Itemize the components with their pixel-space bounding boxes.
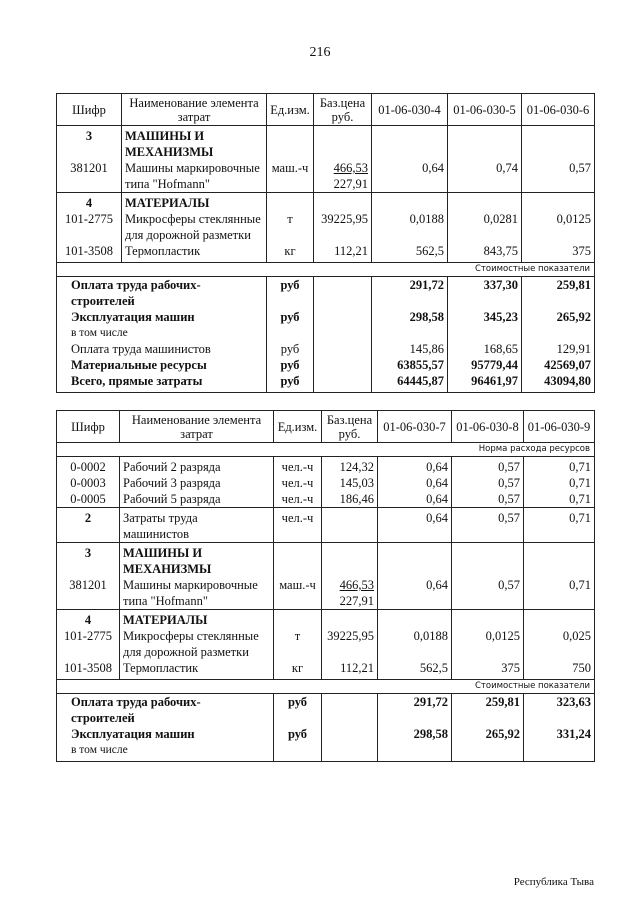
row-code: 3 <box>57 126 122 161</box>
summary-unit: руб <box>274 726 322 742</box>
row-value: 562,5 <box>378 660 452 680</box>
header-col-3: 01-06-030-6 <box>522 94 595 126</box>
row-code: 0-0005 <box>57 491 120 508</box>
summary-value: 337,30 <box>448 277 522 310</box>
summary-row <box>57 357 595 373</box>
summary-name: Эксплуатация машин <box>57 726 274 742</box>
row-value: 0,0188 <box>372 211 448 243</box>
row-value <box>452 543 524 578</box>
header-col-1: 01-06-030-7 <box>378 411 452 443</box>
row-name: Машины маркировочные типа "Hofmann" <box>120 577 274 610</box>
row-value: 0,0125 <box>522 211 595 243</box>
summary-row <box>57 742 595 762</box>
row-price <box>314 160 372 193</box>
summary-value: 95779,44 <box>448 357 522 373</box>
row-price <box>322 628 378 660</box>
row-unit: чел.-ч <box>274 491 322 508</box>
row-value: 0,71 <box>524 491 595 508</box>
summary-price <box>322 694 378 727</box>
row-value: 0,57 <box>452 475 524 491</box>
row-value <box>378 543 452 578</box>
summary-price <box>314 325 372 341</box>
summary-value: 323,63 <box>524 694 595 727</box>
row-price <box>322 475 378 491</box>
row-value: 0,57 <box>522 160 595 193</box>
row-value: 0,57 <box>452 508 524 543</box>
row-unit <box>267 126 314 161</box>
summary-value: 291,72 <box>372 277 448 310</box>
row-name: Рабочий 3 разряда <box>120 475 274 491</box>
row-price <box>322 543 378 578</box>
summary-value: 265,92 <box>452 726 524 742</box>
summary-value <box>452 742 524 762</box>
summary-value: 96461,97 <box>448 373 522 393</box>
row-value: 0,71 <box>524 475 595 491</box>
header-price: Баз.цена руб. <box>314 94 372 126</box>
row-price <box>322 610 378 629</box>
summary-value <box>524 742 595 762</box>
band-label: Норма расхода ресурсов <box>57 443 595 457</box>
row-value: 375 <box>452 660 524 680</box>
summary-value: 63855,57 <box>372 357 448 373</box>
row-name: МАТЕРИАЛЫ <box>120 610 274 629</box>
row-name: Микросферы стеклянные для дорожной разметки <box>122 211 267 243</box>
row-price <box>322 508 378 543</box>
header-price: Баз.цена руб. <box>322 411 378 443</box>
table-row <box>57 457 595 476</box>
row-value: 0,71 <box>524 508 595 543</box>
price-value: 39225,95 <box>327 629 374 643</box>
summary-unit <box>267 325 314 341</box>
row-name: МАТЕРИАЛЫ <box>122 193 267 212</box>
summary-value: 168,65 <box>448 341 522 357</box>
row-value <box>378 610 452 629</box>
summary-unit: руб <box>267 341 314 357</box>
summary-value: 259,81 <box>452 694 524 727</box>
summary-value: 298,58 <box>378 726 452 742</box>
row-code: 0-0003 <box>57 475 120 491</box>
row-name: МАШИНЫ И МЕХАНИЗМЫ <box>122 126 267 161</box>
row-value: 0,64 <box>378 577 452 610</box>
row-value: 0,57 <box>452 457 524 476</box>
row-code: 101-2775 <box>57 211 122 243</box>
table-row <box>57 577 595 610</box>
header-col-2: 01-06-030-5 <box>448 94 522 126</box>
row-value: 562,5 <box>372 243 448 263</box>
table-row <box>57 243 595 263</box>
row-name: Рабочий 5 разряда <box>120 491 274 508</box>
summary-value: 259,81 <box>522 277 595 310</box>
row-name: Микросферы стеклянные для дорожной разметки <box>120 628 274 660</box>
row-value: 0,64 <box>372 160 448 193</box>
summary-value: 129,91 <box>522 341 595 357</box>
table-row <box>57 628 595 660</box>
summary-name: Оплата труда рабочих- строителей <box>57 277 267 310</box>
summary-row <box>57 341 595 357</box>
row-name: Затраты труда машинистов <box>120 508 274 543</box>
row-value: 0,64 <box>378 508 452 543</box>
row-unit: чел.-ч <box>274 457 322 476</box>
summary-unit: руб <box>267 373 314 393</box>
row-unit: т <box>274 628 322 660</box>
summary-value <box>372 325 448 341</box>
table-row <box>57 543 595 578</box>
summary-row <box>57 726 595 742</box>
row-value <box>524 543 595 578</box>
summary-unit: руб <box>267 357 314 373</box>
table-row <box>57 610 595 629</box>
row-unit: маш.-ч <box>267 160 314 193</box>
row-value <box>372 193 448 212</box>
row-price <box>322 577 378 610</box>
summary-value <box>378 742 452 762</box>
row-code: 101-3508 <box>57 660 120 680</box>
row-value: 0,57 <box>452 491 524 508</box>
price-value: 145,03 <box>339 476 374 490</box>
summary-name: Материальные ресурсы <box>57 357 267 373</box>
price-value: 112,21 <box>340 661 374 675</box>
row-code: 3 <box>57 543 120 578</box>
row-value <box>372 126 448 161</box>
row-code: 2 <box>57 508 120 543</box>
header-name: Наименование элемента затрат <box>120 411 274 443</box>
row-value: 0,64 <box>378 475 452 491</box>
price-value: 186,46 <box>339 492 374 506</box>
row-price <box>314 243 372 263</box>
header-unit: Ед.изм. <box>267 94 314 126</box>
row-price <box>322 457 378 476</box>
band-row <box>57 680 595 694</box>
row-unit <box>267 193 314 212</box>
summary-name: в том числе <box>57 325 267 341</box>
header-col-1: 01-06-030-4 <box>372 94 448 126</box>
row-code: 381201 <box>57 160 122 193</box>
table-row <box>57 475 595 491</box>
summary-price <box>314 309 372 325</box>
table-header <box>57 94 595 126</box>
summary-row <box>57 325 595 341</box>
row-code: 381201 <box>57 577 120 610</box>
band-row <box>57 263 595 277</box>
row-name: Рабочий 2 разряда <box>120 457 274 476</box>
row-name: Машины маркировочные типа "Hofmann" <box>122 160 267 193</box>
row-value <box>448 193 522 212</box>
row-unit <box>274 610 322 629</box>
price-value: 466,53 <box>333 161 368 175</box>
price-value: 112,21 <box>334 244 368 258</box>
row-value <box>448 126 522 161</box>
row-unit: чел.-ч <box>274 508 322 543</box>
summary-name: Оплата труда машинистов <box>57 341 267 357</box>
row-value <box>522 126 595 161</box>
row-price <box>322 660 378 680</box>
table-row <box>57 508 595 543</box>
table-row <box>57 126 595 161</box>
row-value: 0,0125 <box>452 628 524 660</box>
price-value-secondary: 227,91 <box>339 594 374 608</box>
summary-value: 291,72 <box>378 694 452 727</box>
row-name: МАШИНЫ И МЕХАНИЗМЫ <box>120 543 274 578</box>
summary-value <box>522 325 595 341</box>
footer-region: Республика Тыва <box>513 876 594 888</box>
summary-name: в том числе <box>57 742 274 762</box>
summary-row <box>57 277 595 310</box>
row-value <box>524 610 595 629</box>
row-value: 0,64 <box>378 457 452 476</box>
row-value: 0,0188 <box>378 628 452 660</box>
row-name: Термопластик <box>120 660 274 680</box>
row-price <box>314 193 372 212</box>
summary-price <box>322 742 378 762</box>
header-unit: Ед.изм. <box>274 411 322 443</box>
resource-table-2 <box>56 410 595 762</box>
row-value: 843,75 <box>448 243 522 263</box>
summary-unit: руб <box>267 309 314 325</box>
summary-name: Эксплуатация машин <box>57 309 267 325</box>
row-price <box>314 211 372 243</box>
row-value: 0,74 <box>448 160 522 193</box>
summary-value: 298,58 <box>372 309 448 325</box>
table-row <box>57 660 595 680</box>
summary-row <box>57 694 595 727</box>
page-number: 216 <box>309 45 331 60</box>
row-value: 0,0281 <box>448 211 522 243</box>
summary-unit <box>274 742 322 762</box>
summary-unit: руб <box>267 277 314 310</box>
table-row <box>57 211 595 243</box>
table-header <box>57 411 595 443</box>
price-value: 39225,95 <box>321 212 368 226</box>
row-value: 750 <box>524 660 595 680</box>
summary-unit: руб <box>274 694 322 727</box>
row-value <box>522 193 595 212</box>
summary-value: 345,23 <box>448 309 522 325</box>
summary-value: 265,92 <box>522 309 595 325</box>
summary-price <box>314 341 372 357</box>
header-code: Шифр <box>57 411 120 443</box>
summary-value <box>448 325 522 341</box>
row-value: 0,64 <box>378 491 452 508</box>
row-name: Термопластик <box>122 243 267 263</box>
row-price <box>322 491 378 508</box>
summary-price <box>322 726 378 742</box>
summary-price <box>314 357 372 373</box>
row-code: 0-0002 <box>57 457 120 476</box>
row-unit: кг <box>267 243 314 263</box>
summary-price <box>314 373 372 393</box>
table-row <box>57 160 595 193</box>
band-label: Стоимостные показатели <box>57 263 595 277</box>
summary-value: 331,24 <box>524 726 595 742</box>
summary-price <box>314 277 372 310</box>
row-value: 375 <box>522 243 595 263</box>
summary-name: Всего, прямые затраты <box>57 373 267 393</box>
row-code: 101-2775 <box>57 628 120 660</box>
band-label: Стоимостные показатели <box>57 680 595 694</box>
table-row <box>57 491 595 508</box>
header-code: Шифр <box>57 94 122 126</box>
summary-row <box>57 309 595 325</box>
row-unit: т <box>267 211 314 243</box>
band-row <box>57 443 595 457</box>
header-col-3: 01-06-030-9 <box>524 411 595 443</box>
row-unit: кг <box>274 660 322 680</box>
summary-value: 64445,87 <box>372 373 448 393</box>
row-value: 0,57 <box>452 577 524 610</box>
header-name: Наименование элемента затрат <box>122 94 267 126</box>
row-unit: чел.-ч <box>274 475 322 491</box>
row-value: 0,025 <box>524 628 595 660</box>
summary-name: Оплата труда рабочих- строителей <box>57 694 274 727</box>
summary-row <box>57 373 595 393</box>
price-value-secondary: 227,91 <box>333 177 368 191</box>
summary-value: 145,86 <box>372 341 448 357</box>
table-row <box>57 193 595 212</box>
resource-table-1 <box>56 93 595 393</box>
row-code: 4 <box>57 610 120 629</box>
row-value: 0,71 <box>524 577 595 610</box>
row-code: 101-3508 <box>57 243 122 263</box>
row-unit <box>274 543 322 578</box>
summary-value: 43094,80 <box>522 373 595 393</box>
summary-value: 42569,07 <box>522 357 595 373</box>
row-price <box>314 126 372 161</box>
price-value: 124,32 <box>339 460 374 474</box>
header-col-2: 01-06-030-8 <box>452 411 524 443</box>
row-value <box>452 610 524 629</box>
row-value: 0,71 <box>524 457 595 476</box>
row-unit: маш.-ч <box>274 577 322 610</box>
price-value: 466,53 <box>339 578 374 592</box>
row-code: 4 <box>57 193 122 212</box>
